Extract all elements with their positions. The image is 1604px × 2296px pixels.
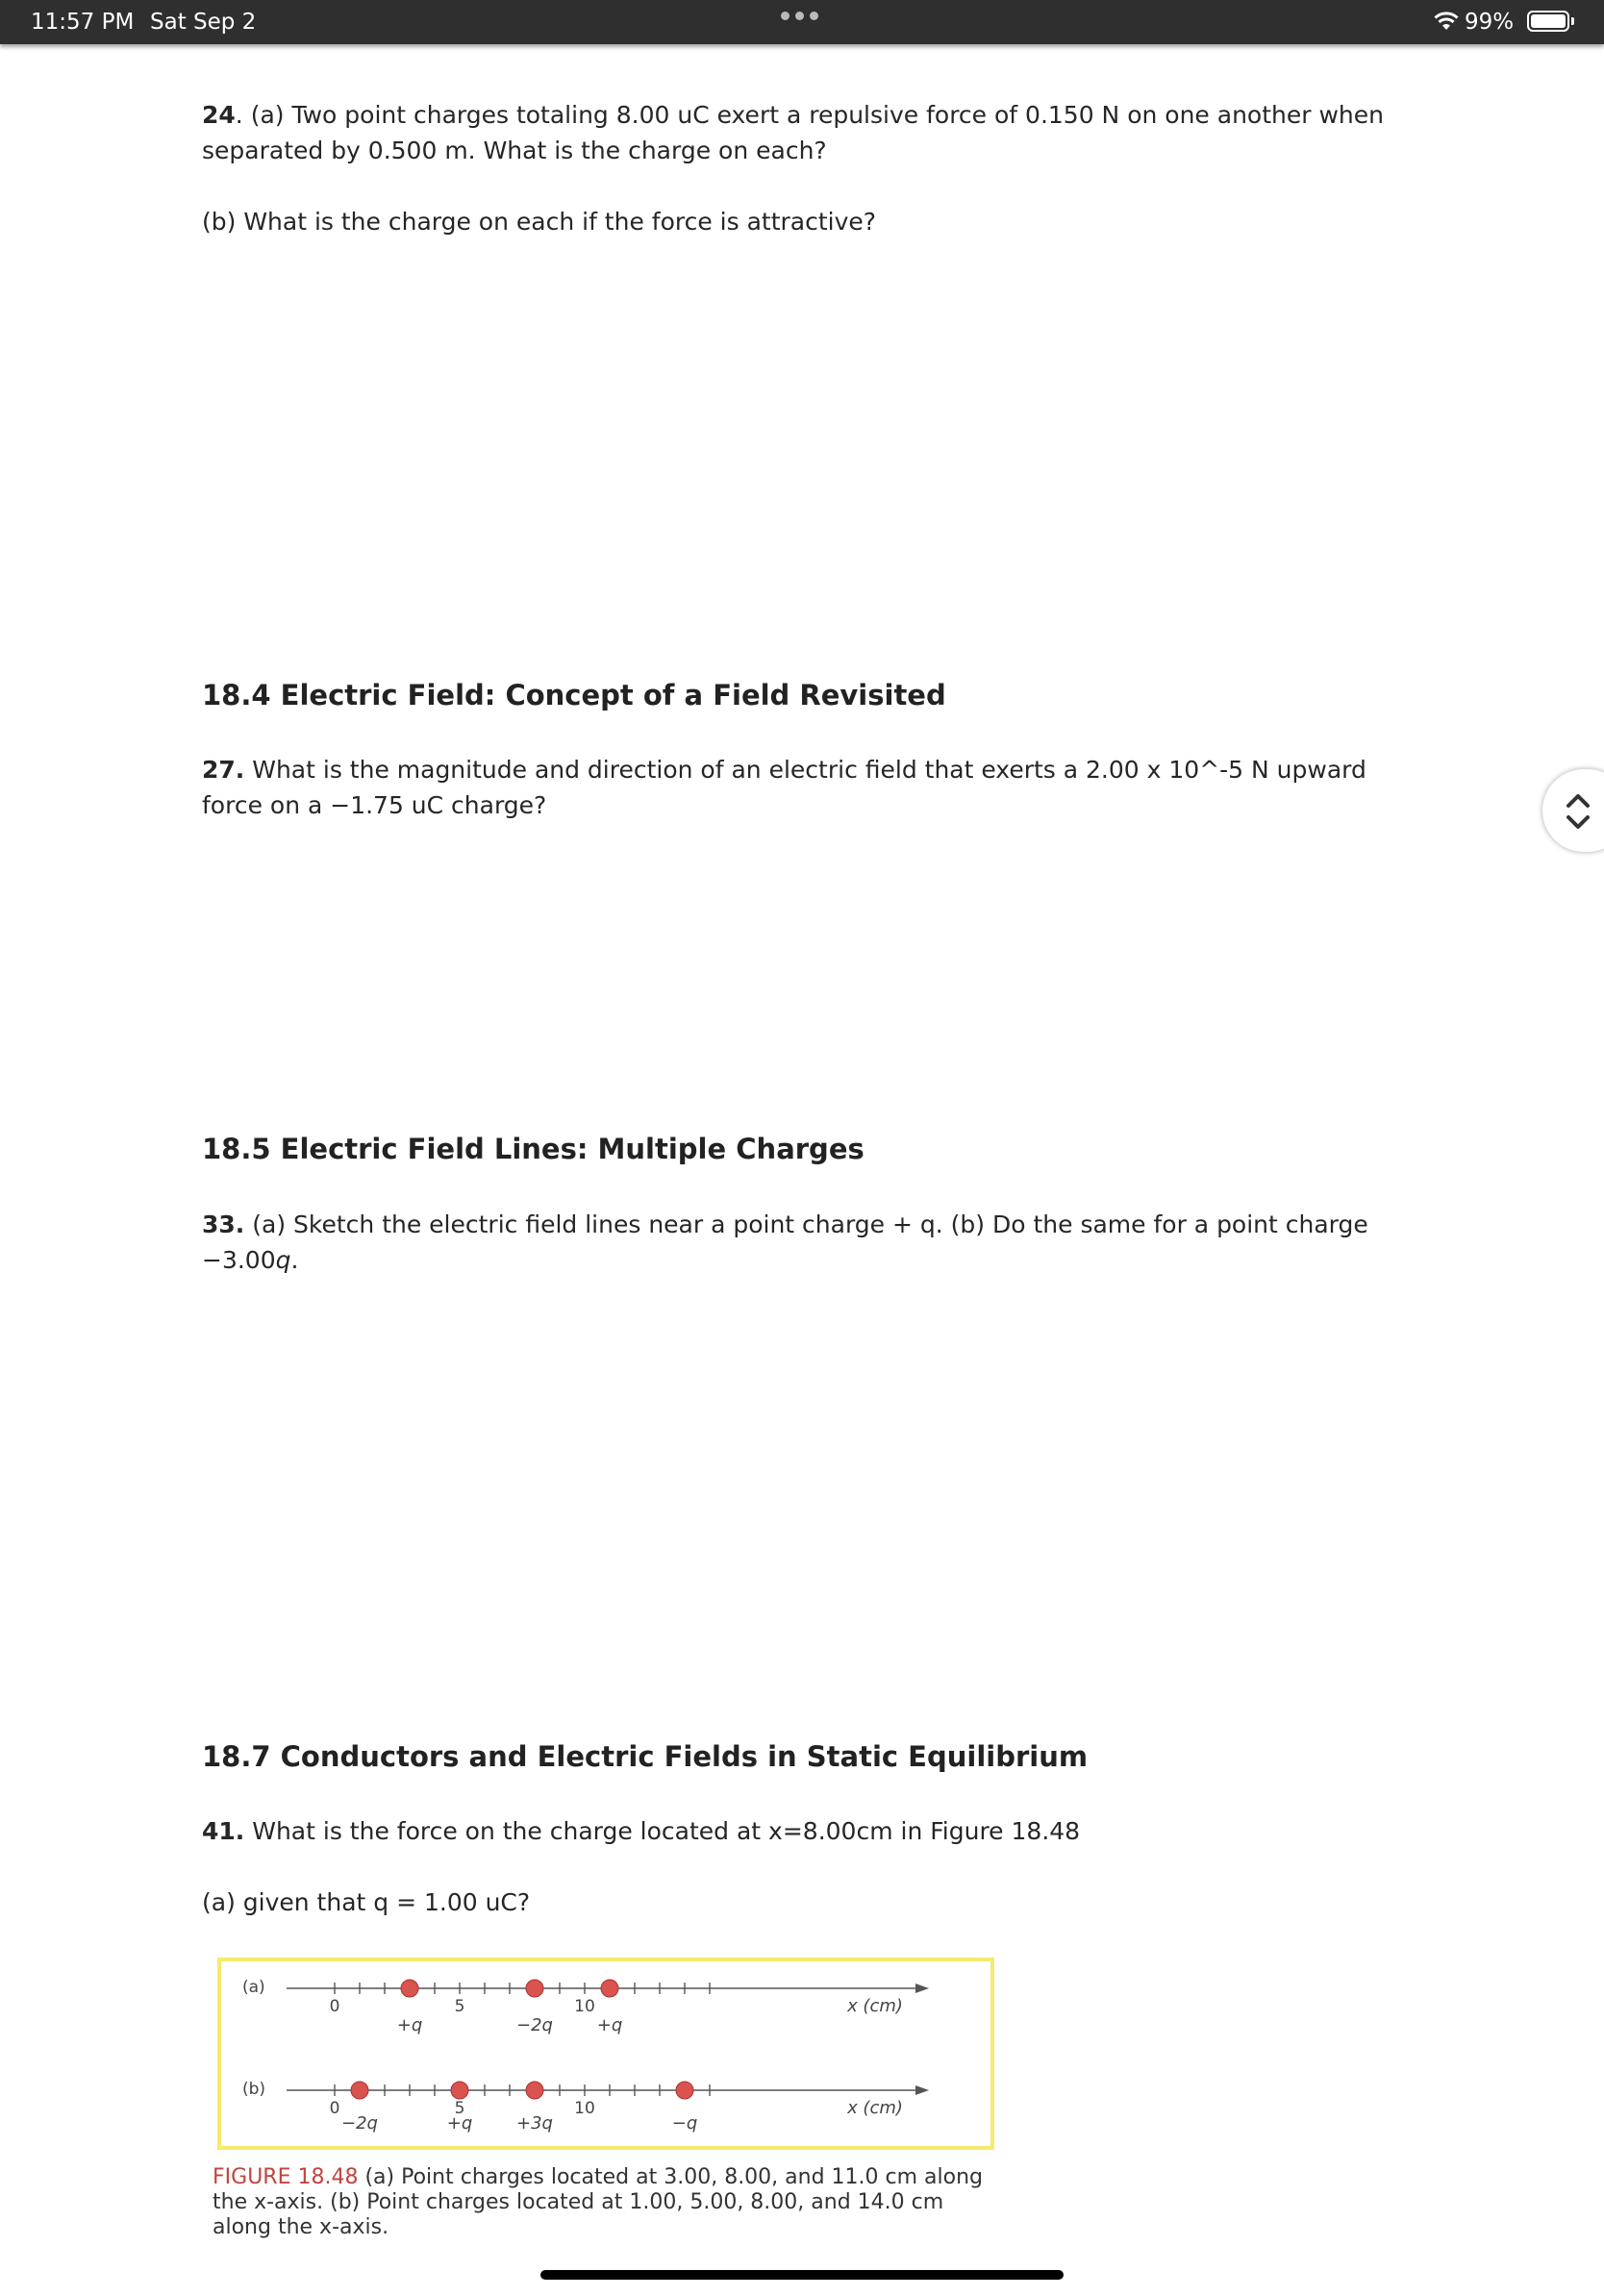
row-a-tick-label: 5 [454, 1997, 465, 2016]
row-a-charge-label: −2q [516, 2015, 553, 2035]
question-24a-text: . (a) Two point charges totaling 8.00 uC exert a repulsive force of 0.150 N on one another when separated by 0.500 m. What is the charge on each? [202, 101, 1384, 164]
row-b-charge-dot [526, 2082, 543, 2099]
section-heading-18-4: 18.4 Electric Field: Concept of a Field Revisited [202, 679, 946, 711]
section-heading-18-5: 18.5 Electric Field Lines: Multiple Charges [202, 1133, 865, 1165]
status-time: 11:57 PM [31, 10, 135, 35]
battery-percent: 99% [1465, 10, 1515, 35]
question-33 [202, 1207, 1471, 1278]
row-b-axis-arrow [915, 2085, 929, 2095]
battery-icon [1527, 11, 1569, 32]
question-24a [202, 97, 1433, 168]
row-b-tick-label: 0 [329, 2099, 340, 2118]
figure-18-48 [217, 1958, 994, 2150]
question-41-number: 41. [202, 1817, 245, 1845]
row-b-charge-dot [676, 2082, 693, 2099]
row-b-axis-label: x (cm) [847, 2098, 903, 2118]
question-24b: (b) What is the charge on each if the force is attractive? [202, 208, 877, 236]
page-navigation-handle[interactable] [1542, 769, 1604, 852]
question-41-text: What is the force on the charge located at x=8.00cm in Figure 18.48 [244, 1817, 1081, 1845]
question-33-text: (a) Sketch the electric field lines near a point charge + q. (b) Do the same for a point charge −3.00 [202, 1210, 1368, 1274]
multitasking-dots-icon[interactable] [781, 12, 818, 20]
question-27-text: What is the magnitude and direction of an electric field that exerts a 2.00 x 10^-5 N upward force on a −1.75 uC charge? [202, 756, 1366, 819]
section-heading-18-7: 18.7 Conductors and Electric Fields in Static Equilibrium [202, 1740, 1089, 1773]
row-a-label: (a) [242, 1978, 265, 1997]
battery-tip [1571, 17, 1574, 25]
home-indicator[interactable] [540, 2270, 1064, 2280]
status-bar [0, 0, 1604, 44]
figure-caption-text: (a) Point charges located at 3.00, 8.00, and 11.0 cm along the x-axis. (b) Point charges located at 1.00, 5.00, 8.00, and 14.0 cm along the x-axis. [213, 2165, 984, 2239]
question-33-variable: q [275, 1246, 291, 1274]
row-b-charge-dot [451, 2082, 468, 2099]
question-41a: (a) given that q = 1.00 uC? [202, 1888, 531, 1916]
row-b-charge-label: −q [671, 2113, 698, 2134]
row-b-tick-label: 5 [454, 2099, 465, 2118]
row-a-charge-dot [601, 1980, 618, 1997]
row-a-charge-dot [526, 1980, 543, 1997]
chevron-up-down-icon [1562, 786, 1594, 836]
row-b-charge-label: +q [446, 2113, 473, 2134]
question-24-number: 24 [202, 101, 236, 129]
status-date: Sat Sep 2 [150, 10, 257, 35]
figure-caption [213, 2165, 1001, 2240]
question-27-number: 27. [202, 756, 245, 784]
row-b-label: (b) [242, 2080, 266, 2099]
row-b-charge-label: +3q [516, 2113, 553, 2134]
row-a-axis-arrow [915, 1984, 929, 1993]
row-a-axis-label: x (cm) [847, 1996, 903, 2016]
question-27 [202, 752, 1433, 823]
figure-caption-label: FIGURE 18.48 [213, 2165, 359, 2189]
question-33-end: . [290, 1246, 299, 1274]
row-b-tick-label: 10 [574, 2099, 595, 2118]
row-a-tick-label: 0 [329, 1997, 340, 2016]
question-33-number: 33. [202, 1210, 245, 1238]
figure-diagram [221, 1961, 990, 2146]
row-a-charge-dot [401, 1980, 418, 1997]
row-a-charge-label: +q [596, 2015, 623, 2035]
row-b-charge-label: −2q [341, 2113, 378, 2134]
row-b-charge-dot [351, 2082, 368, 2099]
row-a-charge-label: +q [396, 2015, 423, 2035]
row-a-tick-label: 10 [574, 1997, 595, 2016]
question-41 [202, 1813, 1433, 1849]
wifi-icon [1433, 11, 1460, 32]
